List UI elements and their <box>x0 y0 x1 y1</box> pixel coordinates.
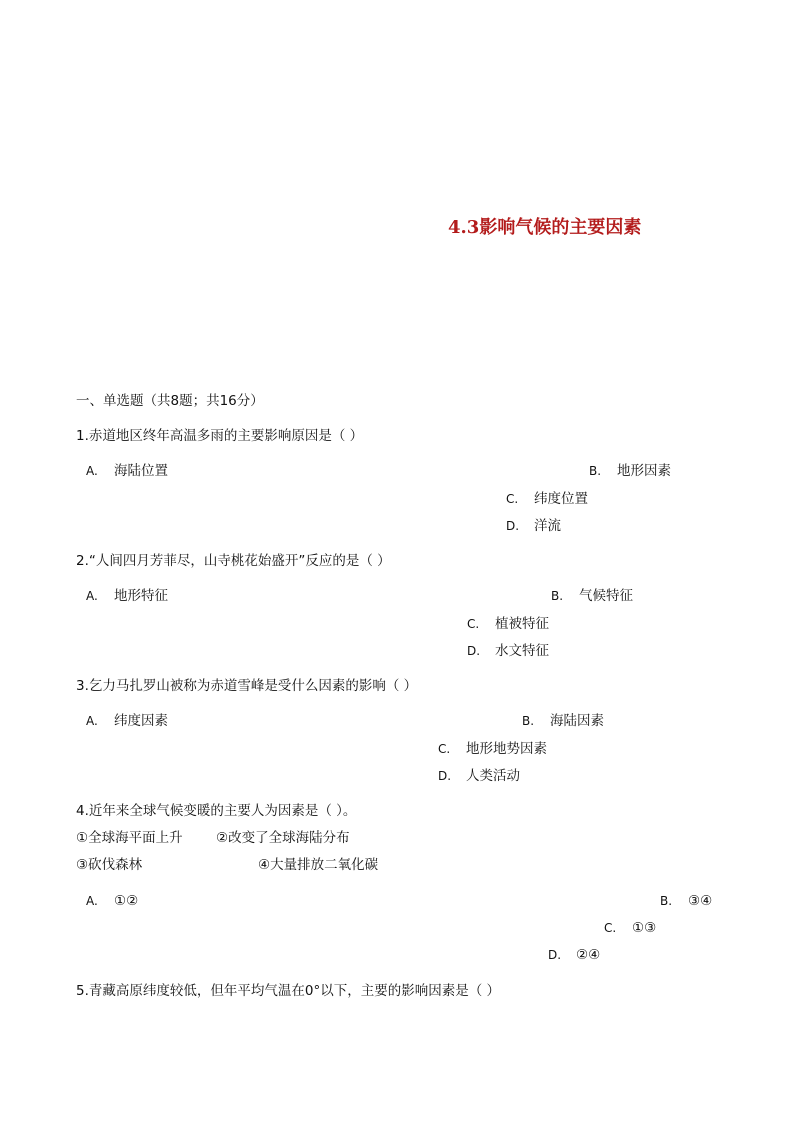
page-title: 4.3影响气候的主要因素 <box>448 217 642 238</box>
option-a[interactable] <box>86 587 168 605</box>
option-b[interactable] <box>589 462 671 480</box>
option-text: 地形地势因素 <box>466 741 547 757</box>
option-letter: D. <box>506 519 520 533</box>
option-d[interactable] <box>506 517 561 535</box>
option-text: 地形特征 <box>114 588 168 604</box>
statement-1: ①全球海平面上升 <box>76 830 183 846</box>
option-text: ①② <box>114 893 139 909</box>
option-letter: D. <box>467 644 481 658</box>
option-d[interactable] <box>467 642 549 660</box>
option-a[interactable] <box>86 892 138 910</box>
option-letter: B. <box>660 894 673 908</box>
option-letter: B. <box>551 589 564 603</box>
option-c[interactable] <box>438 740 547 758</box>
option-c[interactable] <box>467 615 549 633</box>
question-stem: 4.近年来全球气候变暖的主要人为因素是（ ）。 <box>76 803 357 819</box>
option-text: 海陆因素 <box>550 713 604 729</box>
option-b[interactable] <box>660 892 712 910</box>
option-text: 纬度位置 <box>534 491 588 507</box>
option-letter: A. <box>86 894 98 908</box>
option-c[interactable] <box>506 490 588 508</box>
option-b[interactable] <box>522 712 604 730</box>
option-a[interactable] <box>86 462 168 480</box>
option-text: 海陆位置 <box>114 463 168 479</box>
option-c[interactable] <box>604 919 656 937</box>
option-text: 气候特征 <box>579 588 633 604</box>
option-letter: A. <box>86 589 98 603</box>
question-stem: 2.“人间四月芳菲尽，山寺桃花始盛开”反应的是（ ） <box>76 553 391 569</box>
option-letter: A. <box>86 714 98 728</box>
statement-3: ③砍伐森林 <box>76 857 143 873</box>
option-text: ②④ <box>576 947 601 963</box>
option-text: ①③ <box>632 920 657 936</box>
option-text: 人类活动 <box>466 768 520 784</box>
option-letter: B. <box>522 714 535 728</box>
section-header: 一、单选题（共8题；共16分） <box>76 393 264 409</box>
statement-2: ②改变了全球海陆分布 <box>216 830 350 846</box>
option-letter: A. <box>86 464 98 478</box>
statement-4: ④大量排放二氧化碳 <box>258 857 379 873</box>
option-b[interactable] <box>551 587 633 605</box>
option-letter: D. <box>548 948 562 962</box>
option-text: 植被特征 <box>495 616 549 632</box>
option-text: 洋流 <box>534 518 561 534</box>
option-letter: C. <box>438 742 451 756</box>
option-letter: C. <box>604 921 617 935</box>
option-text: 地形因素 <box>617 463 671 479</box>
option-letter: D. <box>438 769 452 783</box>
option-d[interactable] <box>548 946 600 964</box>
option-letter: C. <box>467 617 480 631</box>
option-letter: B. <box>589 464 602 478</box>
option-letter: C. <box>506 492 519 506</box>
question-stem: 3.乞力马扎罗山被称为赤道雪峰是受什么因素的影响（ ） <box>76 678 418 694</box>
option-text: 水文特征 <box>495 643 549 659</box>
option-a[interactable] <box>86 712 168 730</box>
question-stem: 5.青藏高原纬度较低，但年平均气温在0°以下，主要的影响因素是（ ） <box>76 983 501 999</box>
option-text: ③④ <box>688 893 713 909</box>
question-stem: 1.赤道地区终年高温多雨的主要影响原因是（ ） <box>76 428 364 444</box>
option-text: 纬度因素 <box>114 713 168 729</box>
option-d[interactable] <box>438 767 520 785</box>
